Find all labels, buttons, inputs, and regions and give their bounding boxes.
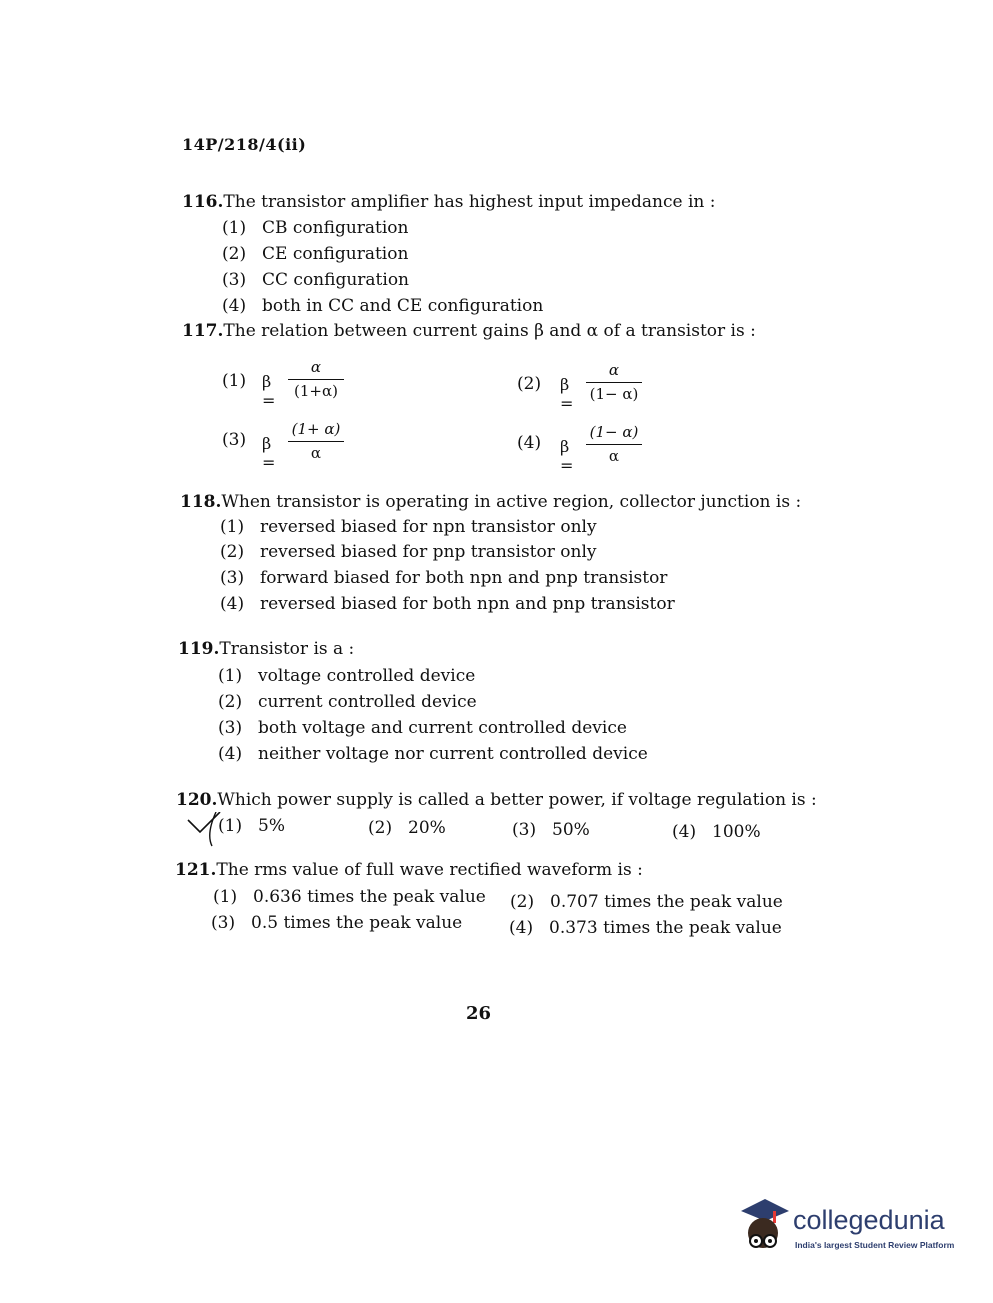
- question-number: 119.: [178, 639, 220, 659]
- option-118-2: (2) reversed biased for pnp transistor only: [220, 542, 597, 562]
- question-text: Transistor is a :: [219, 639, 355, 659]
- question-116: [182, 192, 716, 212]
- option-116-1: (1) CB configuration: [222, 218, 409, 238]
- mascot-icon: [735, 1197, 791, 1259]
- option-121-4: (4) 0.373 times the peak value: [509, 918, 782, 938]
- option-120-3: (3) 50%: [512, 820, 590, 840]
- option-117-2-num: (2): [517, 374, 542, 394]
- option-117-1-num: (1): [222, 371, 247, 391]
- brand-name: collegedunia: [793, 1205, 945, 1235]
- option-118-3: (3) forward biased for both npn and pnp transistor: [220, 568, 668, 588]
- option-119-3: (3) both voltage and current controlled device: [218, 718, 627, 738]
- question-number: 116.: [182, 192, 224, 212]
- question-number: 121.: [175, 860, 217, 880]
- option-117-3-num: (3): [222, 430, 247, 450]
- question-121: [175, 860, 643, 880]
- paper-code: 14P/218/4(ii): [182, 135, 307, 154]
- option-119-4: (4) neither voltage nor current controlled device: [218, 744, 648, 764]
- option-116-2: (2) CE configuration: [222, 244, 409, 264]
- option-120-2: (2) 20%: [368, 818, 446, 838]
- question-text: Which power supply is called a better power, if voltage regulation is :: [217, 790, 817, 810]
- question-text: The rms value of full wave rectified waveform is :: [216, 860, 643, 880]
- page-number: 26: [466, 1003, 492, 1024]
- option-119-2: (2) current controlled device: [218, 692, 477, 712]
- question-text: The relation between current gains β and α of a transistor is :: [223, 321, 756, 341]
- option-121-1: (1) 0.636 times the peak value: [213, 887, 486, 907]
- option-117-4-num: (4): [517, 433, 542, 453]
- question-number: 120.: [176, 790, 218, 810]
- question-number: 118.: [180, 492, 222, 512]
- option-119-1: (1) voltage controlled device: [218, 666, 476, 686]
- option-121-2: (2) 0.707 times the peak value: [510, 892, 783, 912]
- option-118-4: (4) reversed biased for both npn and pnp transistor: [220, 594, 675, 614]
- question-120: [176, 790, 817, 810]
- option-116-3: (3) CC configuration: [222, 270, 410, 290]
- question-117: [182, 321, 756, 341]
- option-120-1: (1) 5%: [218, 816, 285, 836]
- brand-tagline: India's largest Student Review Platform: [795, 1240, 955, 1250]
- collegedunia-watermark: [735, 1195, 965, 1265]
- option-121-3: (3) 0.5 times the peak value: [211, 913, 463, 933]
- question-text: When transistor is operating in active region, collector junction is :: [221, 492, 802, 512]
- question-118: [180, 492, 801, 512]
- question-text: The transistor amplifier has highest input impedance in :: [223, 192, 716, 212]
- option-120-4: (4) 100%: [672, 822, 761, 842]
- question-119: [178, 639, 354, 659]
- option-116-4: (4) both in CC and CE configuration: [222, 296, 544, 316]
- question-number: 117.: [182, 321, 224, 341]
- option-118-1: (1) reversed biased for npn transistor only: [220, 517, 597, 537]
